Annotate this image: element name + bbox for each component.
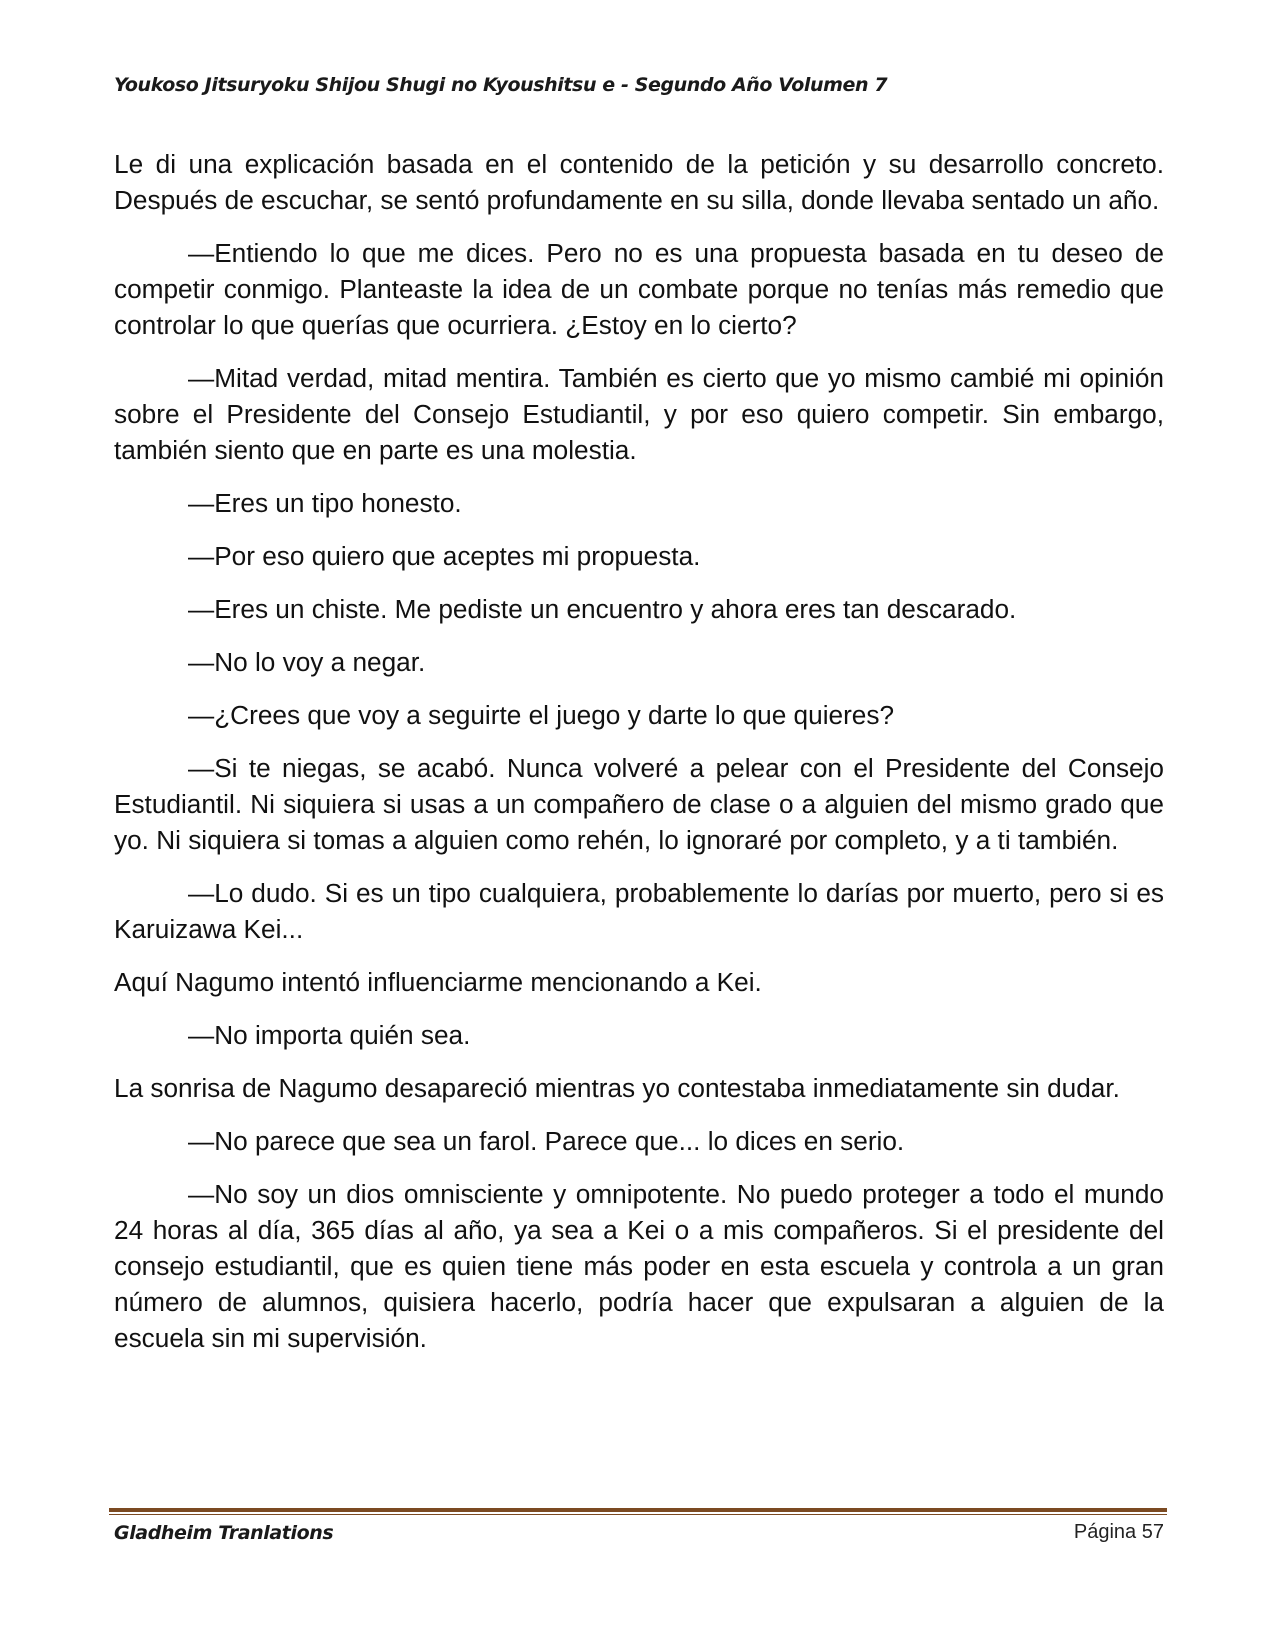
page-number-value: 57 xyxy=(1141,1521,1164,1543)
paragraph: La sonrisa de Nagumo desapareció mientras yo contestaba inmediatamente sin dudar. xyxy=(114,1073,1120,1103)
paragraph: Le di una explicación basada en el contenido de la petición y su desarrollo concreto. Después de escuchar, se sentó profundamente en su silla, donde llevaba sentado un año. xyxy=(114,149,1164,215)
paragraph: —No parece que sea un farol. Parece que... lo dices en serio. xyxy=(188,1126,905,1156)
paragraph: —Lo dudo. Si es un tipo cualquiera, probablemente lo darías por muerto, pero si es Karuizawa Kei... xyxy=(114,878,1164,944)
page-number xyxy=(1074,1521,1164,1544)
paragraph: —No soy un dios omnisciente y omnipotente. No puedo proteger a todo el mundo 24 horas al día, 365 días al año, ya sea a Kei o a mis compañeros. Si el presidente del consejo estudiantil, que es quien tiene más poder en esta escuela y controla a un gran número de alumnos, quisiera hacerlo, podría hacer que expulsaran a alguien de la escuela sin mi supervisión. xyxy=(114,1179,1164,1353)
paragraph: —Mitad verdad, mitad mentira. También es cierto que yo mismo cambié mi opinión sobre el Presidente del Consejo Estudiantil, y por eso quiero competir. Sin embargo, también siento que en parte es una molestia. xyxy=(114,363,1164,465)
paragraph: —Si te niegas, se acabó. Nunca volveré a pelear con el Presidente del Consejo Estudiantil. Ni siquiera si usas a un compañero de clase o a alguien del mismo grado que yo. Ni siquiera si tomas a alguien como rehén, lo ignoraré por completo, y a ti también. xyxy=(114,753,1164,855)
footer-credit: Gladheim Tranlations xyxy=(114,1522,334,1544)
paragraph: —Eres un chiste. Me pediste un encuentro y ahora eres tan descarado. xyxy=(188,594,1017,624)
paragraph: —No importa quién sea. xyxy=(188,1020,471,1050)
body-text xyxy=(114,146,1164,1373)
footer-divider xyxy=(109,1508,1167,1515)
paragraph: —Eres un tipo honesto. xyxy=(188,488,462,518)
paragraph: Aquí Nagumo intentó influenciarme mencionando a Kei. xyxy=(114,967,762,997)
paragraph: —Entiendo lo que me dices. Pero no es una propuesta basada en tu deseo de competir conmigo. Planteaste la idea de un combate porque no tenías más remedio que controlar lo que querías que ocurriera. ¿Estoy en lo cierto? xyxy=(114,238,1164,340)
paragraph: —No lo voy a negar. xyxy=(188,647,426,677)
running-header: Youkoso Jitsuryoku Shijou Shugi no Kyoushitsu e - Segundo Año Volumen 7 xyxy=(114,74,888,96)
paragraph: —¿Crees que voy a seguirte el juego y darte lo que quieres? xyxy=(188,700,895,730)
page-label: Página xyxy=(1073,1521,1137,1543)
paragraph: —Por eso quiero que aceptes mi propuesta. xyxy=(188,541,701,571)
footer-divider-thin xyxy=(109,1514,1167,1515)
